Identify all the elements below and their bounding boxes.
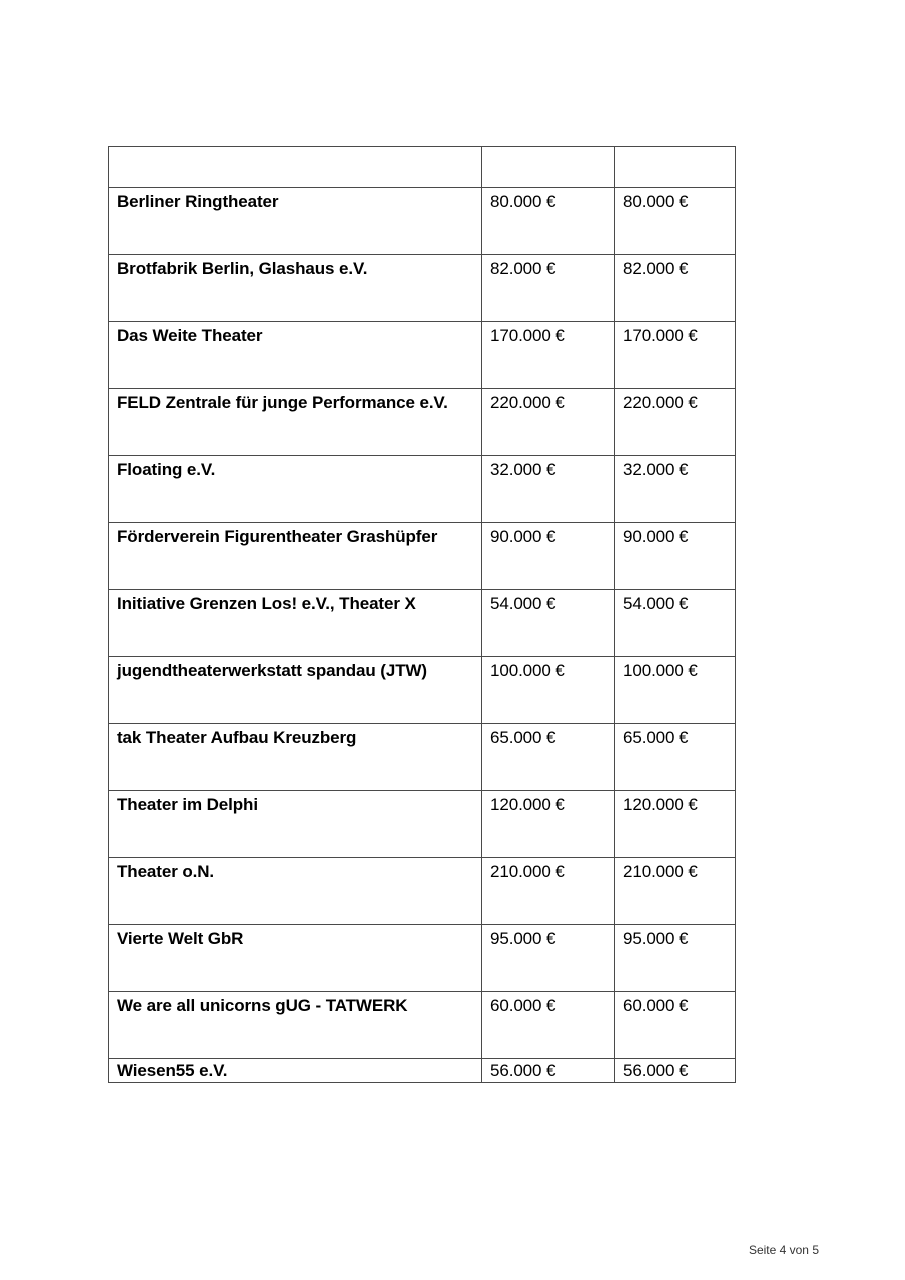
organization-name-cell: Das Weite Theater <box>109 322 482 389</box>
organization-name-cell: Initiative Grenzen Los! e.V., Theater X <box>109 590 482 657</box>
amount-cell-2: 32.000 € <box>615 456 736 523</box>
organization-name-cell: tak Theater Aufbau Kreuzberg <box>109 724 482 791</box>
amount-cell-1: 65.000 € <box>482 724 615 791</box>
table-header-row <box>109 147 736 188</box>
amount-cell-2: 220.000 € <box>615 389 736 456</box>
table-row <box>109 1059 736 1083</box>
amount-cell-2: 82.000 € <box>615 255 736 322</box>
organization-name-cell: jugendtheaterwerkstatt spandau (JTW) <box>109 657 482 724</box>
table-row <box>109 389 736 456</box>
amount-cell-1: 100.000 € <box>482 657 615 724</box>
amount-cell-2: 80.000 € <box>615 188 736 255</box>
amount-cell-2: 100.000 € <box>615 657 736 724</box>
organization-name-cell: We are all unicorns gUG - TATWERK <box>109 992 482 1059</box>
organization-name-cell: Berliner Ringtheater <box>109 188 482 255</box>
organization-name-cell: Theater im Delphi <box>109 791 482 858</box>
amount-cell-1: 56.000 € <box>482 1059 615 1083</box>
organization-name-cell: Theater o.N. <box>109 858 482 925</box>
amount-cell-1: 90.000 € <box>482 523 615 590</box>
table-row <box>109 456 736 523</box>
amount-cell-2: 60.000 € <box>615 992 736 1059</box>
organization-name-cell: Förderverein Figurentheater Grashüpfer <box>109 523 482 590</box>
amount-cell-1: 220.000 € <box>482 389 615 456</box>
table-row <box>109 255 736 322</box>
table-row <box>109 858 736 925</box>
organization-name-cell: Vierte Welt GbR <box>109 925 482 992</box>
amount-cell-2: 90.000 € <box>615 523 736 590</box>
header-cell-amount-2 <box>615 147 736 188</box>
amount-cell-1: 80.000 € <box>482 188 615 255</box>
amount-cell-1: 60.000 € <box>482 992 615 1059</box>
amount-cell-1: 95.000 € <box>482 925 615 992</box>
table-body <box>109 147 736 1083</box>
funding-table <box>108 146 736 1083</box>
page-number: Seite 4 von 5 <box>748 1243 819 1257</box>
amount-cell-2: 170.000 € <box>615 322 736 389</box>
amount-cell-2: 210.000 € <box>615 858 736 925</box>
table-row <box>109 657 736 724</box>
amount-cell-2: 56.000 € <box>615 1059 736 1083</box>
table-row <box>109 590 736 657</box>
amount-cell-1: 82.000 € <box>482 255 615 322</box>
header-cell-name <box>109 147 482 188</box>
header-cell-amount-1 <box>482 147 615 188</box>
amount-cell-1: 210.000 € <box>482 858 615 925</box>
table-row <box>109 791 736 858</box>
organization-name-cell: Brotfabrik Berlin, Glashaus e.V. <box>109 255 482 322</box>
table-row <box>109 925 736 992</box>
amount-cell-1: 170.000 € <box>482 322 615 389</box>
organization-name-cell: FELD Zentrale für junge Performance e.V. <box>109 389 482 456</box>
amount-cell-1: 120.000 € <box>482 791 615 858</box>
table-row <box>109 188 736 255</box>
table-row <box>109 992 736 1059</box>
amount-cell-1: 32.000 € <box>482 456 615 523</box>
table-row <box>109 523 736 590</box>
organization-name-cell: Wiesen55 e.V. <box>109 1059 482 1083</box>
organization-name-cell: Floating e.V. <box>109 456 482 523</box>
amount-cell-2: 65.000 € <box>615 724 736 791</box>
amount-cell-2: 120.000 € <box>615 791 736 858</box>
table-row <box>109 724 736 791</box>
table-row <box>109 322 736 389</box>
amount-cell-2: 54.000 € <box>615 590 736 657</box>
amount-cell-2: 95.000 € <box>615 925 736 992</box>
amount-cell-1: 54.000 € <box>482 590 615 657</box>
